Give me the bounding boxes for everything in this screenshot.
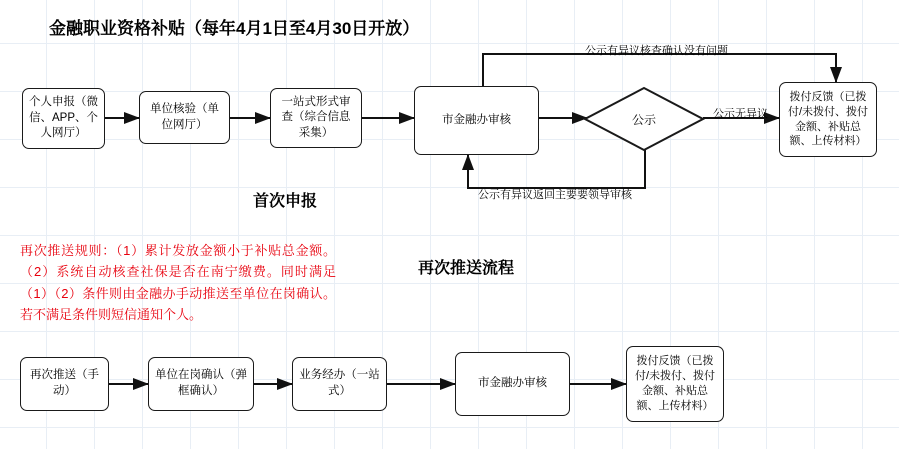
page-title: 金融职业资格补贴（每年4月1日至4月30日开放） [49,19,420,38]
edge-label-objection-return-to-leader-review: 公示有异议返回主要要领导审核 [478,189,632,201]
node-personal-application[interactable]: 个人申报（微信、APP、个人网厅） [22,88,105,149]
node-one-stop-form-review[interactable]: 一站式形式审查（综合信息采集） [270,88,362,148]
section-title-first-application: 首次申报 [253,193,318,210]
node-publicity-decision[interactable] [583,86,705,152]
edge-label-no-objection: 公示无异议 [713,108,768,120]
node-repush-manual[interactable]: 再次推送（手动） [20,357,109,411]
node-unit-onpost-confirm[interactable]: 单位在岗确认（弹框确认） [148,357,254,411]
node-city-finance-office-review[interactable]: 市金融办审核 [414,86,539,155]
node-city-finance-office-review-2[interactable]: 市金融办审核 [455,352,570,416]
node-disbursement-feedback[interactable]: 拨付反馈（已拨付/未拨付、拨付金额、补贴总额、上传材料） [779,82,877,157]
repush-rule-note: 再次推送规则：（1）累计发放金额小于补贴总金额。（2）系统自动核查社保是否在南宁缴费。同时满足（1）（2）条件则由金融办手动推送至单位在岗确认。若不满足条件则短信通知个人。 [20,243,336,323]
node-publicity-label: 公示 [631,112,656,127]
section-title-repush-flow: 再次推送流程 [418,260,515,277]
node-disbursement-feedback-2[interactable]: 拨付反馈（已拨付/未拨付、拨付金额、补贴总额、上传材料） [626,346,724,422]
node-business-handling-one-stop[interactable]: 业务经办（一站式） [292,357,387,411]
node-unit-verification[interactable]: 单位核验（单位网厅） [139,91,230,144]
edge-label-publicity-objection-confirmed-ok: 公示有异议核查确认没有问题 [585,45,728,57]
